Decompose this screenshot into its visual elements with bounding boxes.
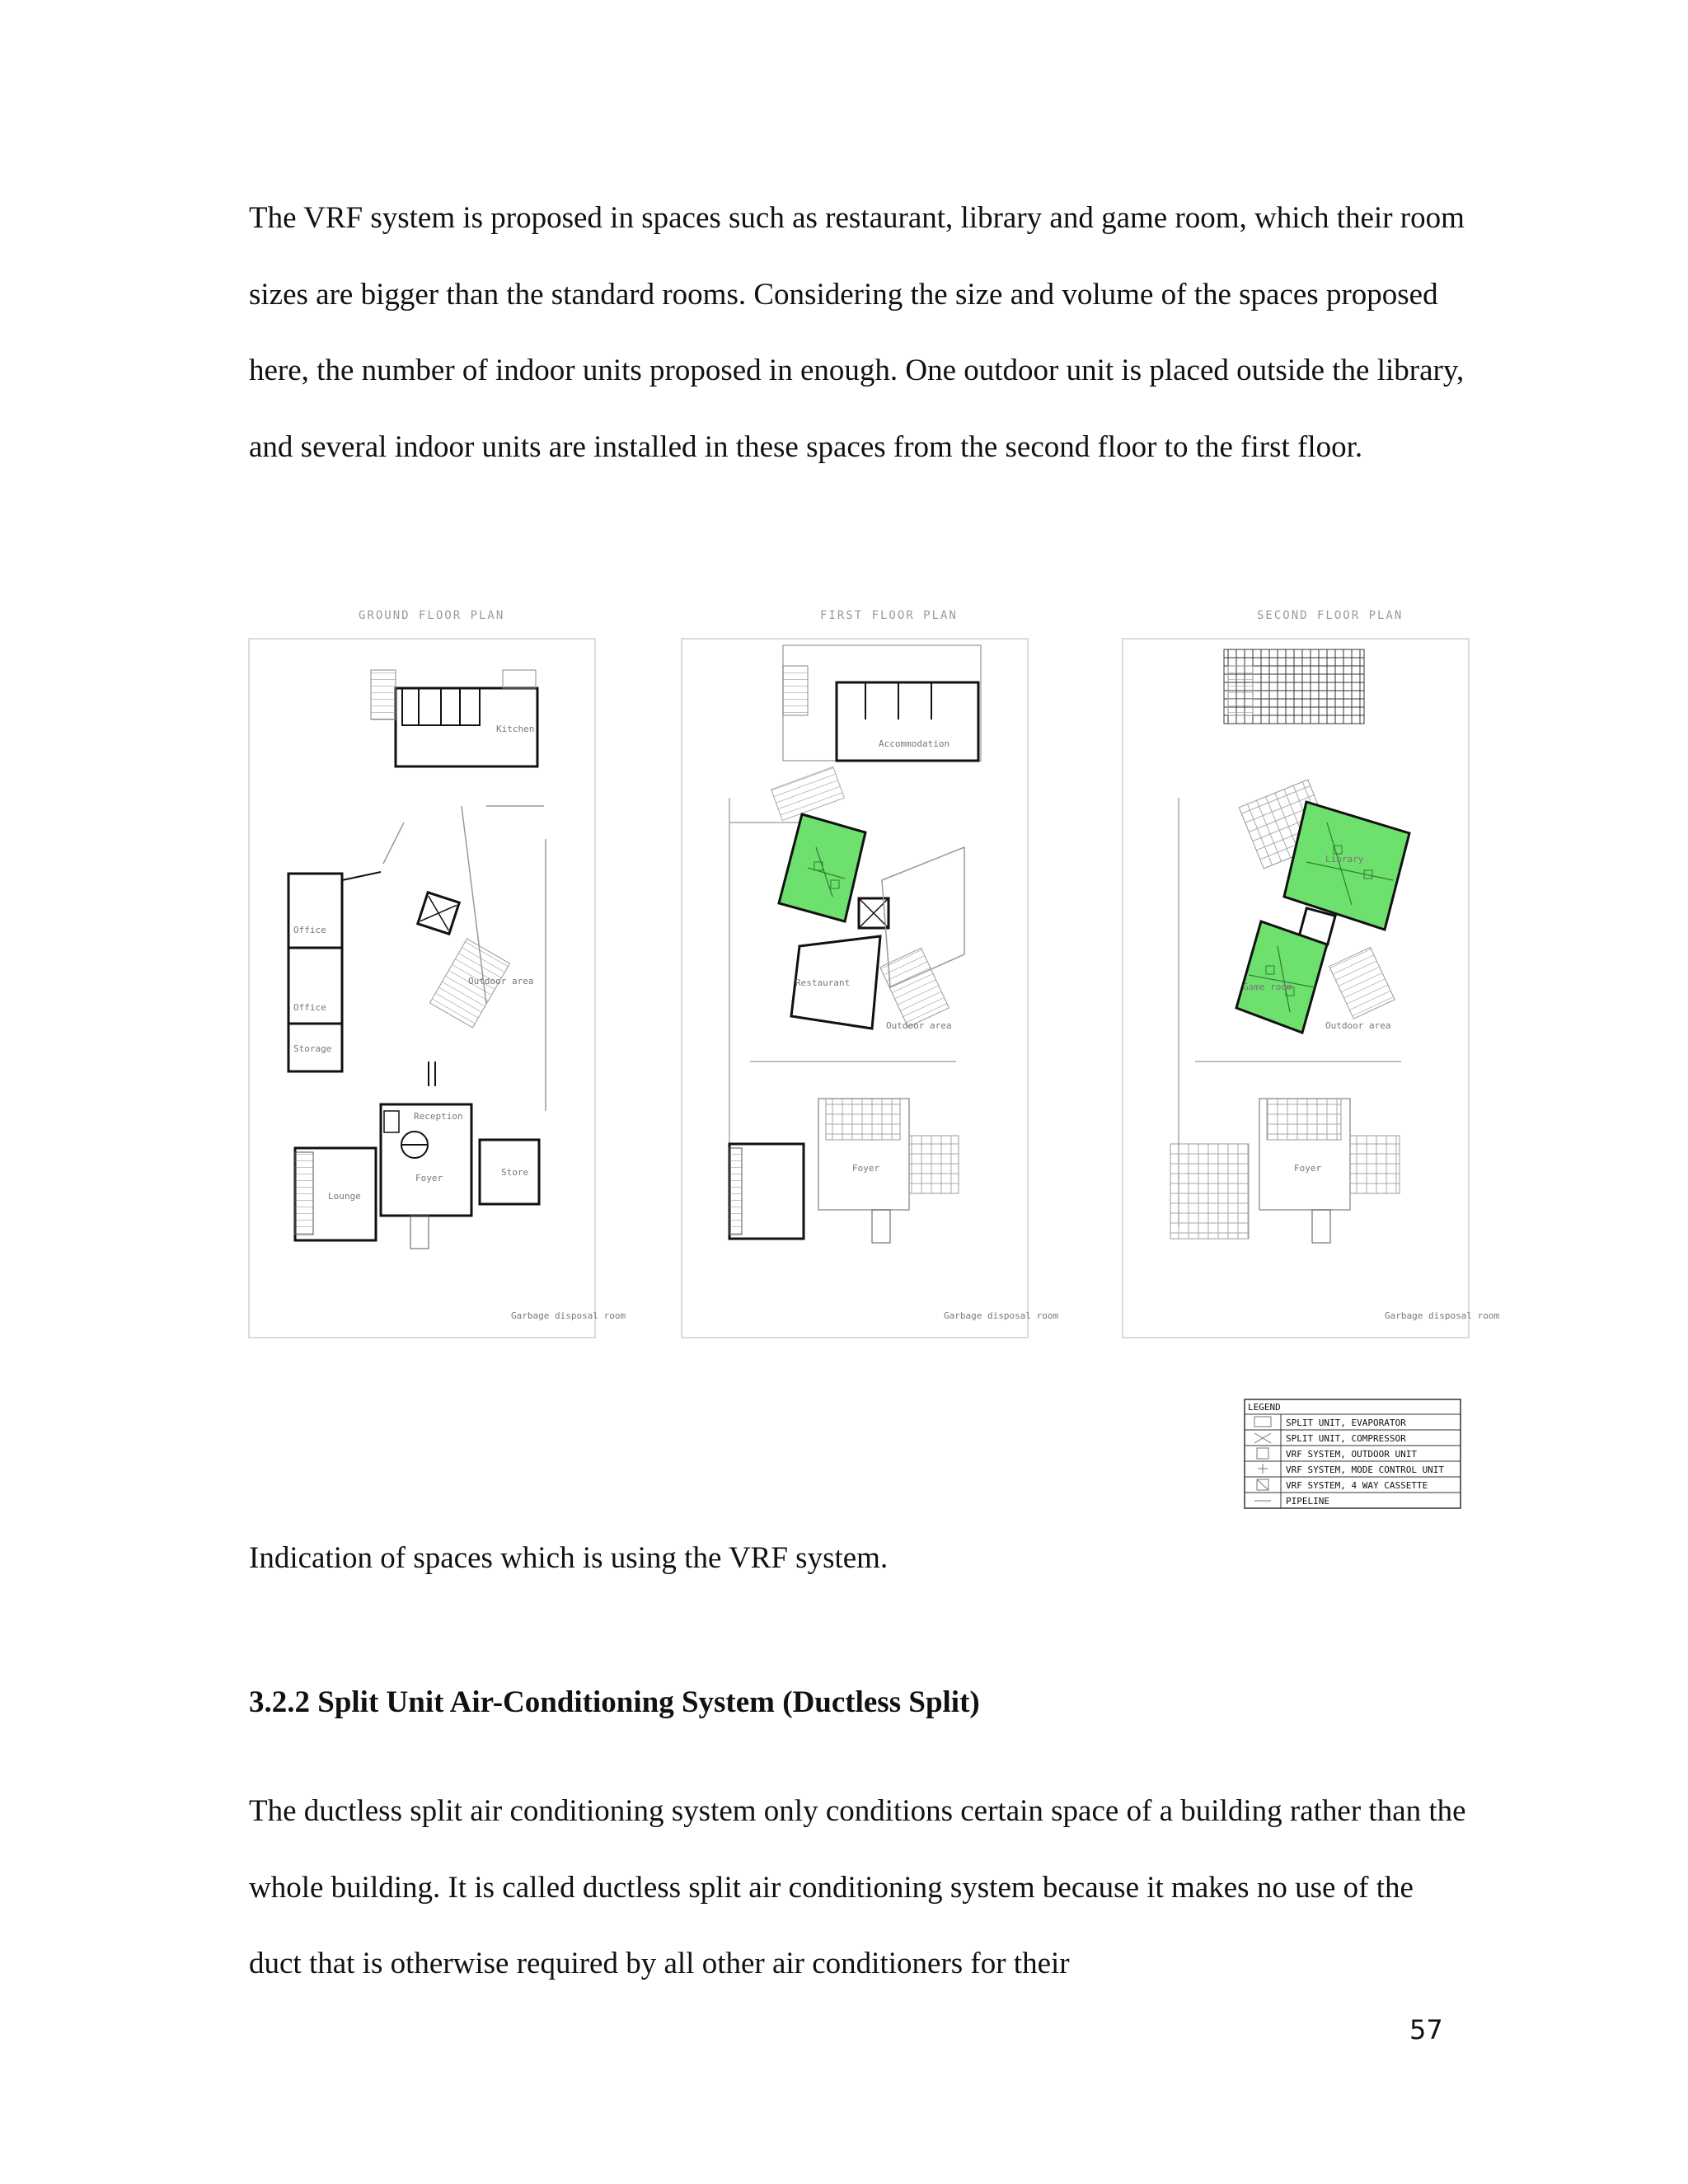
legend-table (1245, 1399, 1461, 1508)
ground-floor-plan (249, 609, 626, 1338)
legend-item-6: PIPELINE (1286, 1496, 1329, 1507)
room-game-room: Game room (1243, 982, 1292, 992)
room-lounge: Lounge (328, 1191, 361, 1202)
room-foyer-g: Foyer (415, 1173, 443, 1183)
garbage-label-ground: Garbage disposal room (511, 1310, 626, 1321)
ductless-paragraph: The ductless split air conditioning system only conditions certain space of a building rather than the whole building. It is called ductless split air conditioning system because it makes no use of the duct that is otherwise required by all other air conditioners for their (249, 1794, 1466, 1980)
room-office-2: Office (293, 1002, 326, 1013)
vrf-zone-library (1284, 802, 1409, 930)
floor-plans-figure (239, 600, 1533, 1515)
legend-item-1: SPLIT UNIT, EVAPORATOR (1286, 1418, 1406, 1428)
room-storage: Storage (293, 1043, 332, 1054)
first-floor-title: FIRST FLOOR PLAN (820, 609, 958, 622)
second-floor-plan (1123, 609, 1499, 1338)
first-floor-plan (682, 609, 1058, 1338)
garbage-label-second: Garbage disposal room (1385, 1310, 1500, 1321)
room-accommodation: Accommodation (879, 738, 950, 749)
legend-item-5: VRF SYSTEM, 4 WAY CASSETTE (1286, 1480, 1428, 1491)
section-heading: 3.2.2 Split Unit Air-Conditioning System (Ductless Split) (249, 1685, 980, 1719)
room-kitchen: Kitchen (496, 724, 535, 734)
legend-item-2: SPLIT UNIT, COMPRESSOR (1286, 1433, 1406, 1444)
room-outdoor-area-1: Outdoor area (886, 1020, 952, 1031)
legend-item-4: VRF SYSTEM, MODE CONTROL UNIT (1286, 1465, 1445, 1475)
vrf-zone-game-room (1236, 921, 1327, 1033)
room-outdoor-area-2: Outdoor area (1325, 1020, 1391, 1031)
figure-caption: Indication of spaces which is using the VRF system. (249, 1541, 889, 1575)
room-store: Store (501, 1167, 529, 1178)
page-number: 57 (1409, 2014, 1443, 2046)
ground-floor-title: GROUND FLOOR PLAN (359, 609, 505, 622)
legend-item-3: VRF SYSTEM, OUTDOOR UNIT (1286, 1449, 1417, 1460)
room-office-1: Office (293, 925, 326, 935)
room-library: Library (1325, 854, 1364, 865)
legend-title: LEGEND (1248, 1402, 1281, 1413)
room-foyer-2: Foyer (1294, 1163, 1322, 1174)
room-foyer-1: Foyer (852, 1163, 880, 1174)
vrf-intro-paragraph: The VRF system is proposed in spaces such as restaurant, library and game room, which their room sizes are bigger than the standard rooms. Considering the size and volume of the spaces proposed here, the number of indoor units proposed in enough. One outdoor unit is placed outside the library, and several indoor units are installed in these spaces from the second floor to the first floor. (249, 201, 1465, 464)
room-reception: Reception (414, 1111, 463, 1122)
second-floor-title: SECOND FLOOR PLAN (1257, 609, 1404, 622)
room-restaurant: Restaurant (795, 977, 851, 988)
room-outdoor-area-g: Outdoor area (468, 976, 534, 987)
garbage-label-first: Garbage disposal room (944, 1310, 1059, 1321)
